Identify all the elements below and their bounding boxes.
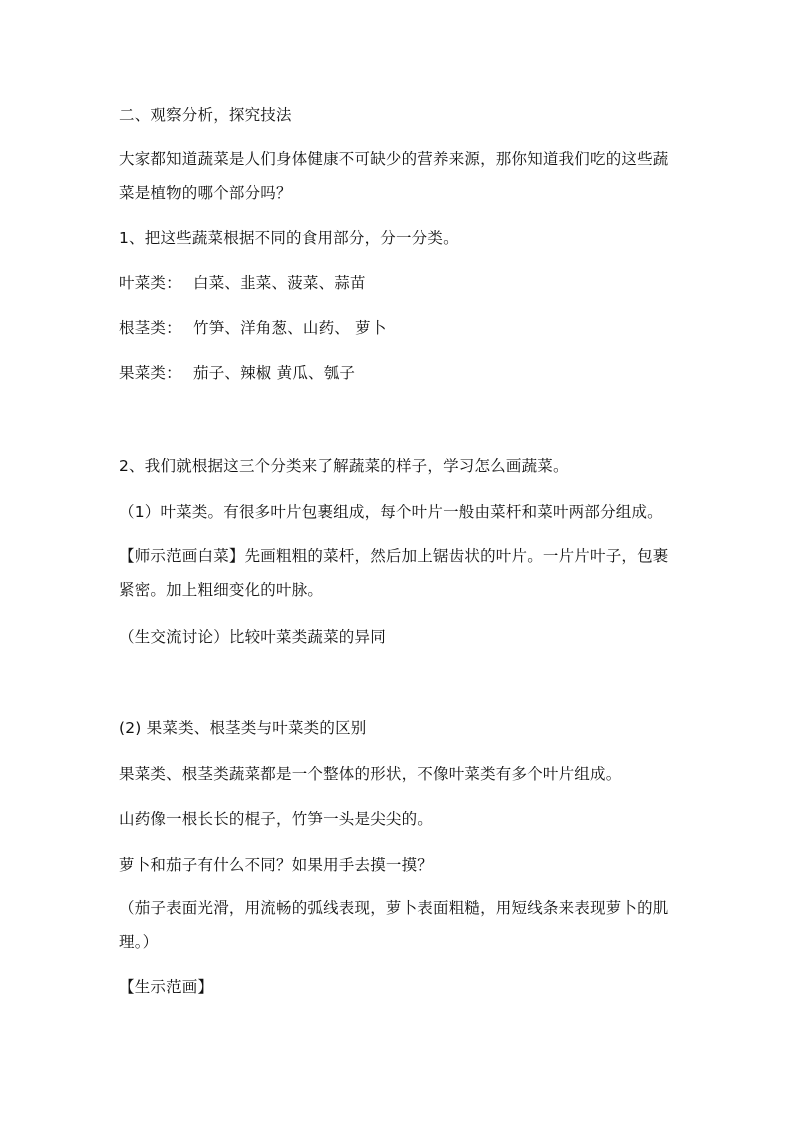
teacher-demo-paragraph: 【师示范画白菜】先画粗粗的菜杆，然后加上锯齿状的叶片。一片片叶子，包裹紧密。加上粗细变化的叶脉。 bbox=[119, 547, 669, 599]
subsection-2-title: (2) 果菜类、根茎类与叶菜类的区别 bbox=[119, 719, 367, 737]
subsection-2-paragraph-1: 果菜类、根茎类蔬菜都是一个整体的形状，不像叶菜类有多个叶片组成。 bbox=[119, 765, 622, 783]
section-title: 二、观察分析，探究技法 bbox=[119, 106, 292, 124]
category-items: 茄子、辣椒 黄瓜、瓠子 bbox=[193, 364, 356, 382]
discussion-note: （生交流讨论）比较叶菜类蔬菜的异同 bbox=[119, 628, 386, 646]
task-2: 2、我们就根据这三个分类来了解蔬菜的样子，学习怎么画蔬菜。 bbox=[119, 457, 569, 475]
category-items: 竹笋、洋角葱、山药、 萝卜 bbox=[193, 319, 387, 337]
student-demo-heading: 【生示范画】 bbox=[119, 978, 214, 996]
category-label: 果菜类： bbox=[119, 364, 182, 382]
category-fruit bbox=[119, 361, 679, 385]
category-label: 根茎类： bbox=[119, 319, 182, 337]
intro-paragraph: 大家都知道蔬菜是人们身体健康不可缺少的营养来源，那你知道我们吃的这些蔬菜是植物的哪个部分吗？ bbox=[119, 150, 669, 202]
subsection-2-paragraph-3: 萝卜和茄子有什么不同？如果用手去摸一摸？ bbox=[119, 856, 434, 874]
leaf-vegetable-intro: （1）叶菜类。有很多叶片包裹组成，每个叶片一般由菜杆和菜叶两部分组成。 bbox=[119, 503, 663, 521]
category-root bbox=[119, 316, 679, 340]
subsection-2-paragraph-4: （茄子表面光滑，用流畅的弧线表现，萝卜表面粗糙，用短线条来表现萝卜的肌理。） bbox=[119, 899, 669, 951]
category-label: 叶菜类： bbox=[119, 274, 182, 292]
category-leaf bbox=[119, 271, 679, 295]
subsection-2-paragraph-2: 山药像一根长长的棍子，竹笋一头是尖尖的。 bbox=[119, 810, 434, 828]
category-items: 白菜、韭菜、菠菜、蒜苗 bbox=[193, 274, 366, 292]
task-1: 1、把这些蔬菜根据不同的食用部分，分一分类。 bbox=[119, 229, 459, 247]
